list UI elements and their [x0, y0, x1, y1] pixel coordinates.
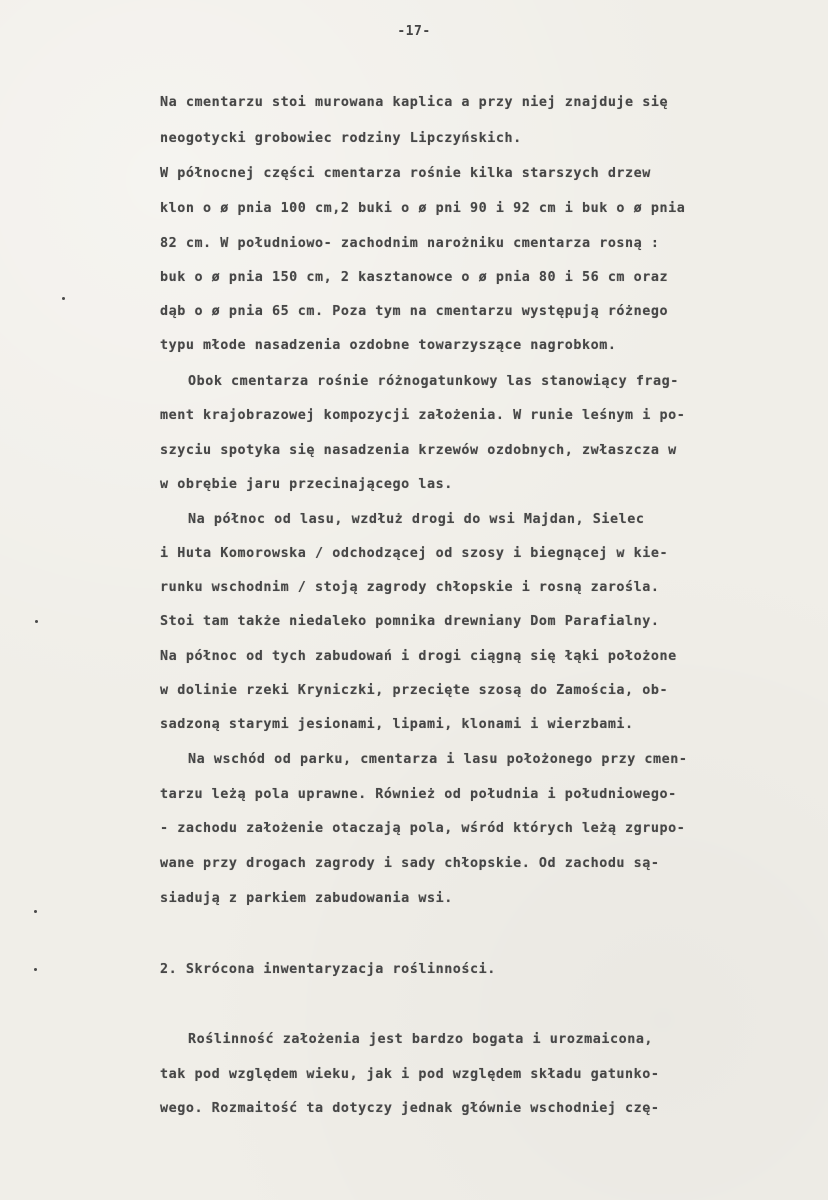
text-line: tarzu leżą pola uprawne. Również od południa i południowego-: [160, 787, 677, 802]
text-line: neogotycki grobowiec rodziny Lipczyńskich.: [160, 131, 522, 146]
text-line: Stoi tam także niedaleko pomnika drewniany Dom Parafialny.: [160, 614, 660, 629]
text-line: wane przy drogach zagrody i sady chłopskie. Od zachodu są-: [160, 856, 660, 871]
page-number: -17-: [397, 24, 431, 39]
text-line: - zachodu założenie otaczają pola, wśród których leżą zgrupo-: [160, 821, 686, 836]
text-line: szyciu spotyka się nasadzenia krzewów ozdobnych, zwłaszcza w: [160, 443, 677, 458]
text-line: wego. Rozmaitość ta dotyczy jednak głównie wschodniej czę-: [160, 1101, 660, 1116]
text-line: Na północ od tych zabudowań i drogi ciągną się łąki położone: [160, 649, 677, 664]
text-line: Roślinność założenia jest bardzo bogata i urozmaicona,: [188, 1032, 654, 1047]
text-line: Na wschód od parku, cmentarza i lasu położonego przy cmen-: [188, 752, 688, 767]
text-line: siadują z parkiem zabudowania wsi.: [160, 891, 453, 906]
text-line: w obrębie jaru przecinającego las.: [160, 477, 453, 492]
text-line: klon o ø pnia 100 cm,2 buki o ø pni 90 i 92 cm i buk o ø pnia: [160, 201, 686, 216]
margin-mark: [34, 910, 37, 913]
text-line: runku wschodnim / stoją zagrody chłopskie i rosną zarośla.: [160, 580, 660, 595]
text-line: ment krajobrazowej kompozycji założenia. W runie leśnym i po-: [160, 408, 686, 423]
text-line: w dolinie rzeki Kryniczki, przecięte szosą do Zamościa, ob-: [160, 683, 669, 698]
margin-mark: [62, 297, 65, 300]
text-line: tak pod względem wieku, jak i pod względem składu gatunko-: [160, 1067, 660, 1082]
margin-mark: [34, 968, 37, 971]
text-line: W północnej części cmentarza rośnie kilka starszych drzew: [160, 166, 651, 181]
text-line: sadzoną starymi jesionami, lipami, klonami i wierzbami.: [160, 717, 634, 732]
text-line: typu młode nasadzenia ozdobne towarzyszące nagrobkom.: [160, 338, 617, 353]
text-line: Obok cmentarza rośnie różnogatunkowy las stanowiący frag-: [188, 374, 679, 389]
text-line: Na cmentarzu stoi murowana kaplica a przy niej znajduje się: [160, 95, 669, 110]
text-line: Na północ od lasu, wzdłuż drogi do wsi Majdan, Sielec: [188, 512, 645, 527]
margin-mark: [35, 620, 38, 623]
text-line: dąb o ø pnia 65 cm. Poza tym na cmentarzu występują różnego: [160, 304, 669, 319]
section-heading: 2. Skrócona inwentaryzacja roślinności.: [160, 962, 496, 977]
text-line: buk o ø pnia 150 cm, 2 kasztanowce o ø pnia 80 i 56 cm oraz: [160, 270, 669, 285]
text-line: 82 cm. W południowo- zachodnim narożniku cmentarza rosną :: [160, 236, 660, 251]
text-line: i Huta Komorowska / odchodzącej od szosy i biegnącej w kie-: [160, 546, 669, 561]
